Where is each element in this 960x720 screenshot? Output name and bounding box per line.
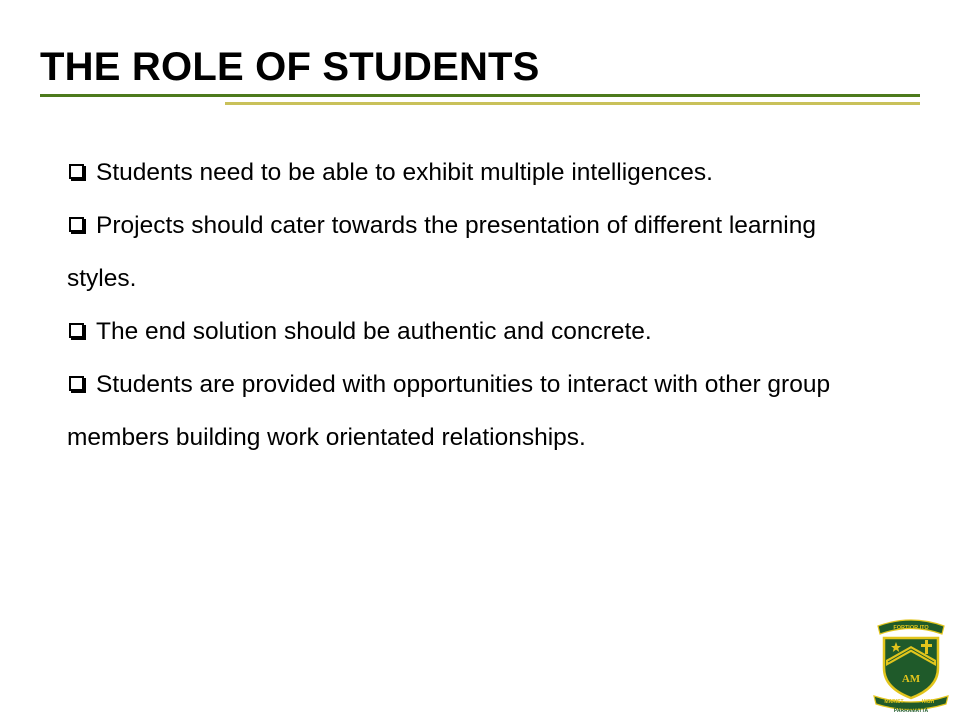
svg-text:AM: AM [901, 673, 921, 685]
checkbox-bullet-icon [69, 217, 84, 232]
svg-text:PARRAMATTA: PARRAMATTA [893, 708, 929, 714]
bullet-text: The end solution should be authentic and concrete. [96, 318, 652, 345]
svg-text:FORTIOR ITO: FORTIOR ITO [893, 625, 929, 631]
title-underline-dark [40, 94, 920, 97]
bullet-text: Projects should cater towards the presentation of different learning styles. [67, 212, 816, 292]
bullet-item [67, 358, 847, 464]
svg-text:MARIST: MARIST [884, 699, 904, 705]
bullet-item [67, 199, 847, 305]
bullet-text: Students need to be able to exhibit multiple intelligences. [96, 159, 713, 186]
slide-title: THE ROLE OF STUDENTS [40, 45, 540, 89]
bullet-item [67, 146, 847, 199]
school-crest-logo [872, 612, 950, 714]
bullet-list [67, 146, 847, 464]
bullet-item [67, 305, 847, 358]
svg-text:HIGH: HIGH [921, 699, 935, 705]
title-underline-light [225, 102, 920, 105]
checkbox-bullet-icon [69, 323, 84, 338]
bullet-text: Students are provided with opportunities to interact with other group members building work orientated relationships. [67, 371, 831, 451]
checkbox-bullet-icon [69, 164, 84, 179]
checkbox-bullet-icon [69, 376, 84, 391]
